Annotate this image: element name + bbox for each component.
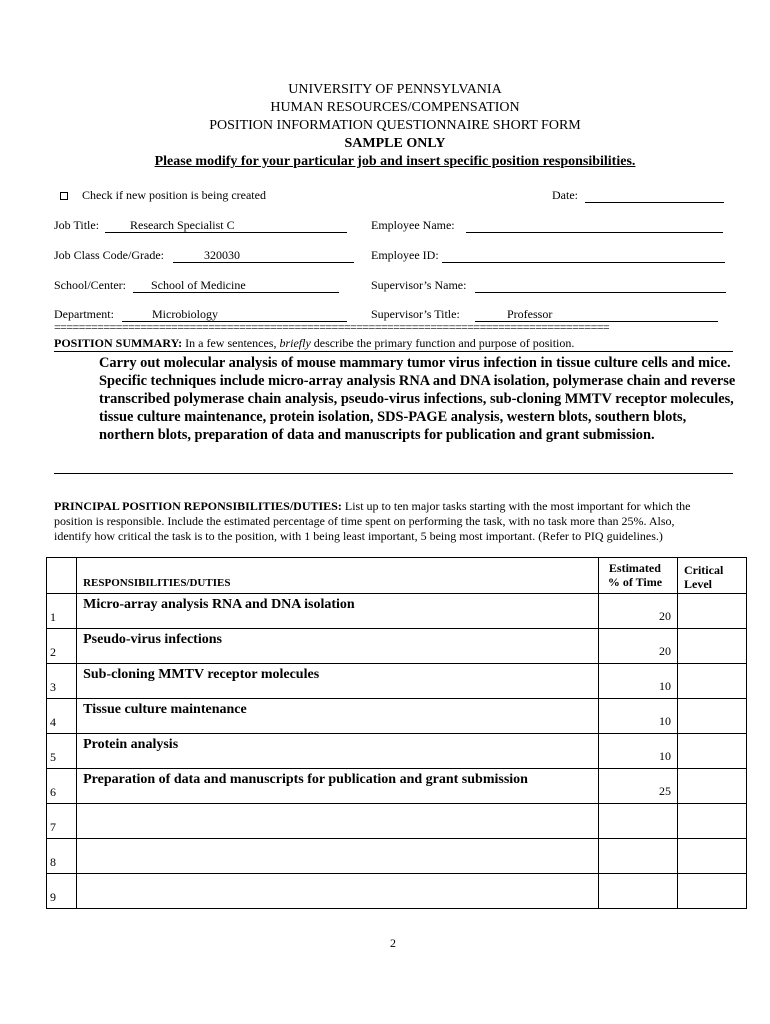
row-number: 6 xyxy=(47,769,77,804)
header-crit-line1: Critical xyxy=(683,563,724,577)
critical-cell[interactable] xyxy=(677,699,746,734)
new-position-checkbox[interactable] xyxy=(60,192,68,200)
row-number: 9 xyxy=(47,874,77,909)
row-number: 8 xyxy=(47,839,77,874)
row-number: 4 xyxy=(47,699,77,734)
header-num-cell xyxy=(47,558,77,594)
position-summary-heading: POSITION SUMMARY: xyxy=(54,336,183,350)
task-text: Protein analysis xyxy=(83,737,179,752)
duties-instruction-line1 xyxy=(54,499,690,514)
critical-cell[interactable] xyxy=(677,664,746,699)
employee-id-label: Employee ID: xyxy=(371,248,439,262)
percent-cell[interactable] xyxy=(598,839,677,874)
task-text: Tissue culture maintenance xyxy=(83,702,247,717)
duties-instruction-line3: identify how critical the task is to the position, with 1 being least important, 5 being most important. (Refer to PIQ guidelines.) xyxy=(54,529,663,543)
table-row xyxy=(47,874,747,909)
supervisor-name-field[interactable] xyxy=(475,292,726,293)
table-row xyxy=(47,664,747,699)
department-value[interactable]: Microbiology xyxy=(152,307,218,321)
critical-cell[interactable] xyxy=(677,839,746,874)
table-row xyxy=(47,734,747,769)
summary-top-rule xyxy=(54,351,733,352)
table-row xyxy=(47,804,747,839)
position-summary-instruction xyxy=(54,336,574,351)
duties-table-header xyxy=(47,558,747,594)
school-value[interactable]: School of Medicine xyxy=(151,278,246,292)
date-label: Date: xyxy=(552,188,578,202)
task-cell[interactable] xyxy=(77,804,599,839)
employee-id-field[interactable] xyxy=(442,262,725,263)
task-cell[interactable] xyxy=(77,664,599,699)
task-cell[interactable] xyxy=(77,874,599,909)
row-number: 5 xyxy=(47,734,77,769)
task-cell[interactable] xyxy=(77,629,599,664)
sample-only-label: SAMPLE ONLY xyxy=(344,136,446,151)
task-text: Preparation of data and manuscripts for publication and grant submission xyxy=(83,772,528,787)
supervisor-name-label: Supervisor’s Name: xyxy=(371,278,467,292)
row-number: 3 xyxy=(47,664,77,699)
employee-name-field[interactable] xyxy=(466,232,723,233)
duties-heading: PRINCIPAL POSITION REPONSIBILITIES/DUTIES: xyxy=(54,499,342,513)
department-label: Department: xyxy=(54,307,114,321)
separator: ========================================================================================== xyxy=(54,320,610,334)
percent-cell[interactable] xyxy=(598,874,677,909)
task-text: Pseudo-virus infections xyxy=(83,632,222,647)
new-position-label: Check if new position is being created xyxy=(82,188,266,202)
percent-cell[interactable]: 25 xyxy=(598,769,677,804)
percent-cell[interactable]: 20 xyxy=(598,629,677,664)
form-title: POSITION INFORMATION QUESTIONNAIRE SHORT FORM xyxy=(209,118,581,133)
header-responsibilities: RESPONSIBILITIES/DUTIES xyxy=(77,558,599,594)
percent-cell[interactable] xyxy=(598,804,677,839)
critical-cell[interactable] xyxy=(677,594,746,629)
job-class-label: Job Class Code/Grade: xyxy=(54,248,164,262)
duties-table xyxy=(46,557,747,909)
supervisor-title-value[interactable]: Professor xyxy=(507,307,553,321)
table-row xyxy=(47,594,747,629)
duties-instructions-1: List up to ten major tasks starting with the most important for which the xyxy=(341,499,691,513)
university-title: UNIVERSITY OF PENNSYLVANIA xyxy=(288,82,502,97)
task-cell[interactable] xyxy=(77,699,599,734)
critical-cell[interactable] xyxy=(677,804,746,839)
table-row xyxy=(47,629,747,664)
school-label: School/Center: xyxy=(54,278,126,292)
department-title: HUMAN RESOURCES/COMPENSATION xyxy=(270,100,520,115)
table-row xyxy=(47,699,747,734)
row-number: 7 xyxy=(47,804,77,839)
task-cell[interactable] xyxy=(77,594,599,629)
percent-cell[interactable]: 10 xyxy=(598,664,677,699)
date-field[interactable] xyxy=(585,202,724,203)
row-number: 2 xyxy=(47,629,77,664)
header-estimated-time xyxy=(598,558,677,594)
summary-instruction-emphasis: briefly xyxy=(279,336,311,350)
critical-cell[interactable] xyxy=(677,734,746,769)
supervisor-title-label: Supervisor’s Title: xyxy=(371,307,460,321)
percent-cell[interactable]: 10 xyxy=(598,699,677,734)
critical-cell[interactable] xyxy=(677,629,746,664)
header-crit-line2: Level xyxy=(683,577,712,591)
critical-cell[interactable] xyxy=(677,769,746,804)
duties-instruction-line2: position is responsible. Include the estimated percentage of time spent on performing the task, with no task more than 25%. Also, xyxy=(54,514,675,528)
table-row xyxy=(47,769,747,804)
task-cell[interactable] xyxy=(77,769,599,804)
percent-cell[interactable]: 20 xyxy=(598,594,677,629)
position-summary-text[interactable]: Carry out molecular analysis of mouse mammary tumor virus infection in tissue culture cells and mice. Specific techniques include micro-array analysis RNA and DNA isolation, polymerase chain and reverse transcribed polymerase chain analysis, pseudo-virus infections, sub-cloning MMTV receptor molecules, tissue culture maintenance, protein isolation, SDS-PAGE analysis, western blots, southern blots, northern blots, preparation of data and manuscripts for publication and grant submission. xyxy=(99,355,736,443)
job-class-line xyxy=(173,262,354,263)
summary-instruction-pre: In a few sentences, xyxy=(182,336,280,350)
task-cell[interactable] xyxy=(77,839,599,874)
summary-bottom-rule xyxy=(54,473,733,474)
modify-instruction: Please modify for your particular job and insert specific position responsibilities. xyxy=(154,154,636,169)
critical-cell[interactable] xyxy=(677,874,746,909)
table-row xyxy=(47,839,747,874)
job-title-label: Job Title: xyxy=(54,218,100,232)
header-time-line2: % of Time xyxy=(607,575,663,589)
employee-name-label: Employee Name: xyxy=(371,218,455,232)
page-number: 2 xyxy=(390,936,396,950)
task-text: Sub-cloning MMTV receptor molecules xyxy=(83,667,320,682)
job-class-value[interactable]: 320030 xyxy=(204,248,240,262)
row-number: 1 xyxy=(47,594,77,629)
task-text: Micro-array analysis RNA and DNA isolation xyxy=(83,597,355,612)
job-title-value[interactable]: Research Specialist C xyxy=(130,218,235,232)
percent-cell[interactable]: 10 xyxy=(598,734,677,769)
summary-instruction-post: describe the primary function and purpose of position. xyxy=(310,336,575,350)
header-critical-level xyxy=(677,558,746,594)
task-cell[interactable] xyxy=(77,734,599,769)
header-time-line1: Estimated xyxy=(608,561,661,575)
